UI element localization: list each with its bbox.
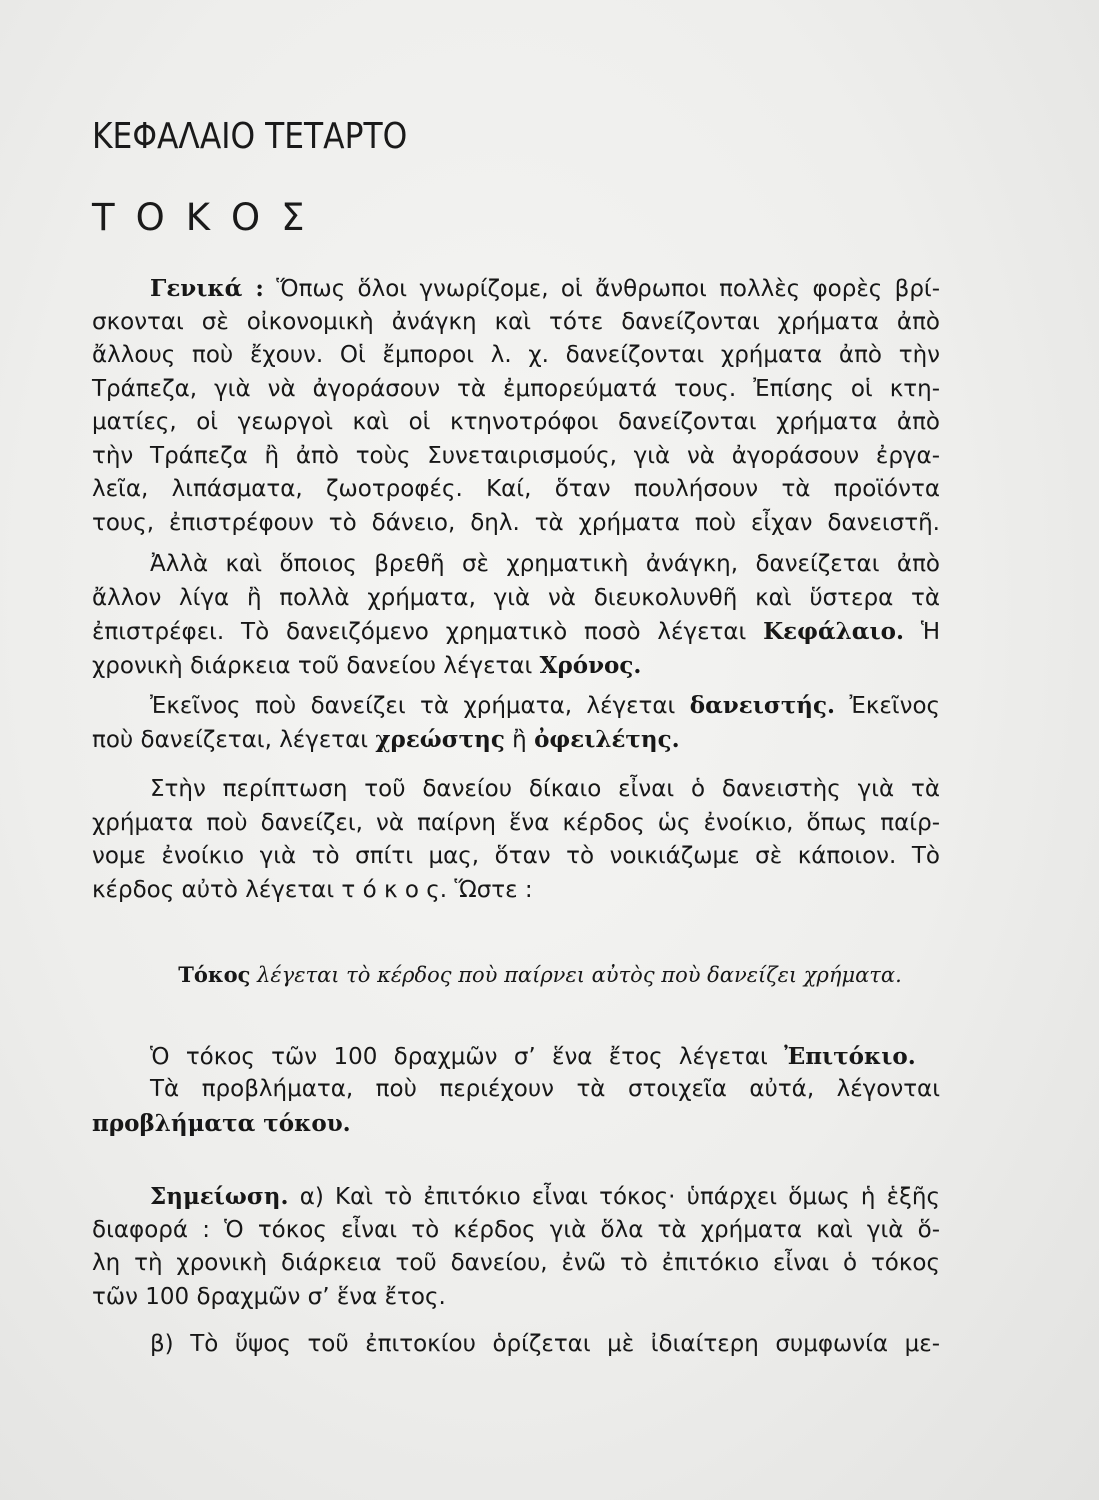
text-run: νομε ἐνοίκιο γιὰ τὸ σπίτι μας, ὅταν τὸ νοικιάζωμε σὲ κάποιον. Τὸ — [92, 843, 940, 869]
text-line — [92, 440, 940, 474]
text-line — [92, 1040, 940, 1074]
text-run: Ὅπως ὅλοι γνωρίζομε, οἱ ἄνθρωποι πολλὲς φορὲς βρί- — [276, 276, 941, 302]
text-line — [92, 507, 940, 541]
text-run: κέρδος αὐτὸ λέγεται τ ό κ ο ς. Ὥστε : — [92, 876, 533, 903]
bold-term: δανειστής. — [689, 692, 836, 719]
italic-definition: λέγεται τὸ κέρδος ποὺ παίρνει αὐτὸς ποὺ δανείζει χρήματα. — [257, 963, 902, 987]
text-line — [92, 649, 940, 683]
text-run: Στὴν περίπτωση τοῦ δανείου δίκαιο εἶναι ὁ δανειστὴς γιὰ τὰ — [150, 776, 940, 802]
text-run: λη τὴ χρονικὴ διάρκεια τοῦ δανείου, ἐνῶ τὸ ἐπιτόκιο εἶναι ὁ τόκος — [92, 1250, 940, 1276]
text-line — [92, 548, 940, 582]
text-run: χρήματα ποὺ δανείζει, νὰ παίρνη ἕνα κέρδος ὡς ἐνοίκιο, ὅπως παίρ- — [92, 809, 940, 836]
text-line — [92, 582, 940, 616]
bold-term: χρεώστης — [375, 725, 505, 753]
text-run: β) Τὸ ὕψος τοῦ ἐπιτοκίου ὁρίζεται μὲ ἰδιαίτερη συμφωνία με- — [150, 1331, 940, 1357]
text-run: χρονικὴ διάρκεια τοῦ δανείου λέγεται — [92, 652, 533, 679]
text-run: Ὁ τόκος τῶν 100 δραχμῶν σ’ ἕνα ἔτος λέγεται — [150, 1043, 768, 1070]
section-title: ΤΟΚΟΣ — [92, 196, 326, 239]
text-run: τὴν Τράπεζα ἢ ἀπὸ τοὺς Συνεταιρισμούς, γιὰ νὰ ἀγοράσουν ἐργα- — [92, 442, 940, 469]
bold-term: Κεφάλαιο. — [763, 618, 904, 645]
text-line — [92, 874, 940, 908]
text-run: α) Καὶ τὸ ἐπιτόκιο εἶναι τόκος· ὑπάρχει ὅμως ἡ ἑξῆς — [299, 1184, 940, 1210]
text-line — [92, 1328, 940, 1362]
text-run: ἄλλον λίγα ἢ πολλὰ χρήματα, γιὰ νὰ διευκολυνθῆ καὶ ὕστερα τὰ — [92, 584, 940, 611]
text-line — [92, 1214, 940, 1248]
bold-term: προβλήματα τόκου. — [92, 1109, 351, 1137]
text-line — [92, 1107, 940, 1141]
text-run: τῶν 100 δραχμῶν σ’ ἕνα ἔτος. — [92, 1283, 446, 1310]
text-run: ποὺ δανείζεται, λέγεται — [92, 726, 369, 753]
text-line — [92, 473, 940, 507]
text-run: τους, ἐπιστρέφουν τὸ δάνειο, δηλ. τὰ χρήματα ποὺ εἶχαν δανειστῆ. — [92, 509, 940, 536]
text-run: ἢ — [512, 726, 527, 753]
bold-term: Χρόνος. — [539, 651, 642, 679]
text-line — [92, 807, 940, 841]
text-line — [92, 840, 940, 874]
text-line — [92, 773, 940, 807]
text-run: Τράπεζα, γιὰ νὰ ἀγοράσουν τὰ ἐμπορεύματά τους. Ἐπίσης οἱ κτη- — [92, 375, 940, 402]
text-run: Ἐκεῖνος ποὺ δανείζει τὰ χρήματα, λέγεται — [150, 693, 676, 719]
text-run: διαφορά : Ὁ τόκος εἶναι τὸ κέρδος γιὰ ὅλα τὰ χρήματα καὶ γιὰ ὅ- — [92, 1216, 940, 1243]
text-line — [92, 723, 940, 757]
text-run: Ἡ — [920, 619, 941, 645]
definition-line — [92, 958, 940, 992]
text-line — [92, 615, 940, 649]
bold-term: ὀφειλέτης. — [534, 725, 680, 753]
text-run: Ἐκεῖνος — [849, 693, 941, 719]
text-run: λεῖα, λιπάσματα, ζωοτροφές. Καί, ὅταν πουλήσουν τὰ προϊόντα — [92, 476, 940, 502]
bold-term: Τόκος — [178, 962, 251, 987]
text-run: σκονται σὲ οἰκονομικὴ ἀνάγκη καὶ τότε δανείζονται χρήματα ἀπὸ — [92, 308, 940, 335]
text-line — [92, 1247, 940, 1281]
body-text — [92, 272, 940, 1362]
text-line — [92, 306, 940, 340]
text-line — [92, 373, 940, 407]
text-line — [92, 1073, 940, 1107]
bold-term: Σημείωση. — [150, 1183, 289, 1210]
text-run: ἐπιστρέφει. Τὸ δανειζόμενο χρηματικὸ ποσὸ λέγεται — [92, 619, 747, 645]
text-line — [92, 1281, 940, 1315]
text-run: ματίες, οἱ γεωργοὶ καὶ οἱ κτηνοτρόφοι δανείζονται χρήματα ἀπὸ — [92, 409, 940, 435]
text-line — [92, 406, 940, 440]
bold-term: Ἐπιτόκιο. — [784, 1042, 916, 1070]
text-line — [92, 1180, 940, 1214]
text-run: Τὰ προβλήματα, ποὺ περιέχουν τὰ στοιχεῖα αὐτά, λέγονται — [150, 1076, 940, 1102]
chapter-heading: ΚΕΦΑΛΑΙΟ ΤΕΤΑΡΤΟ — [92, 116, 408, 157]
text-run: Ἀλλὰ καὶ ὅποιος βρεθῆ σὲ χρηματικὴ ἀνάγκη, δανείζεται ἀπὸ — [150, 551, 940, 577]
text-run: ἄλλους ποὺ ἔχουν. Οἱ ἔμποροι λ. χ. δανείζονται χρήματα ἀπὸ τὴν — [92, 342, 940, 368]
bold-term: Γενικά : — [150, 275, 264, 302]
text-line — [92, 339, 940, 373]
text-line — [92, 272, 940, 306]
text-line — [92, 689, 940, 723]
